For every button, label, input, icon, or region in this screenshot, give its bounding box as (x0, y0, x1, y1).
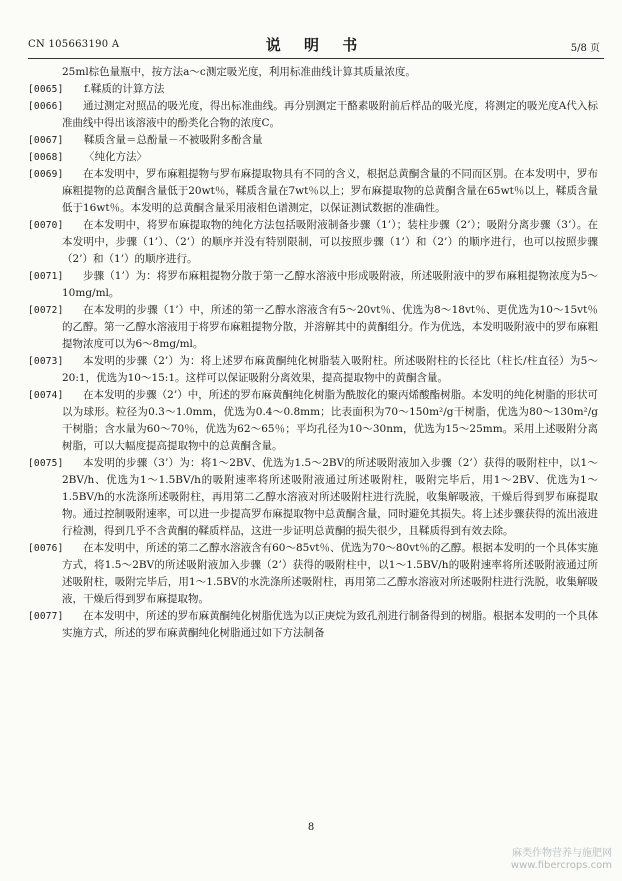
paragraph-number: [0071] (28, 271, 64, 282)
paragraph-number: [0067] (28, 135, 64, 146)
watermark-url: www.fibercrops.com (510, 860, 612, 871)
document-title: 说 明 书 (265, 36, 367, 54)
paragraph-text: 在本发明的步骤（1’）中，所述的第一乙醇水溶液含有5～20vt％、优选为8～18vt％、更优选为10～15vt％的乙醇。第一乙醇水溶液用于将罗布麻粗提物分散，并溶解其中的黄酮组分。作为优选，本发明吸附液中的罗布麻粗提物浓度可以为6～8mg/ml。 (62, 304, 598, 350)
paragraph-text: 在本发明中，将罗布麻提取物的纯化方法包括吸附液制备步骤（1’）；装柱步骤（2’）；吸附分离步骤（3’）。在本发明中，步骤（1’）、（2’）的顺序并没有特别限制，可以按照步骤（1’）和（2’）的顺序进行，也可以按照步骤（2’）和（1’）的顺序进行。 (62, 219, 598, 265)
paragraph-text: 通过测定对照品的吸光度，得出标准曲线。再分别测定干酪素吸附前后样品的吸光度，将测定的吸光度A代入标准曲线中得出该溶液中的酚类化合物的浓度C。 (62, 100, 598, 129)
paragraph-text: 〈纯化方法〉 (84, 151, 148, 163)
page-number: 8 (307, 822, 315, 833)
header-rule (28, 58, 604, 59)
paragraph-number: [0069] (28, 169, 64, 180)
paragraph (28, 132, 598, 149)
paragraph-number: [0065] (28, 84, 64, 95)
paragraph (28, 455, 598, 540)
paragraph (28, 302, 598, 353)
continuation-line: 25ml棕色量瓶中，按方法a～c测定吸光度，利用标准曲线计算其质量浓度。 (62, 66, 416, 78)
paragraph-number: [0070] (28, 220, 64, 231)
page-indicator: 5/8 页 (570, 43, 600, 54)
paragraph (28, 149, 598, 166)
page-header (28, 36, 604, 56)
paragraph-text: 步骤（1’）为：将罗布麻粗提物分散于第一乙醇水溶液中形成吸附液，所述吸附液中的罗布麻粗提物浓度为5～10mg/ml。 (62, 270, 598, 299)
paragraph (28, 81, 598, 98)
paragraph (28, 353, 598, 387)
paragraph (28, 268, 598, 302)
paragraph-number: [0073] (28, 356, 64, 367)
paragraph-text: 本发明的步骤（3’）为：将1～2BV、优选为1.5～2BV的所述吸附液加入步骤（2’）获得的吸附柱中，以1～2BV/h、优选为1～1.5BV/h的吸附速率将所述吸附液通过所述吸附柱，吸附完毕后，用1～2BV、优选为1～1.5BV/h的水洗涤所述吸附柱，再用第二乙醇水溶液对所述吸附柱进行洗脱，收集解吸液，干燥后得到罗布麻提取物。通过控制吸附速率，可以进一步提高罗布麻提取物中总黄酮含量，同时避免其损失。将上述步骤获得的流出液进行检测，得到几乎不含黄酮的鞣质样品，这进一步证明总黄酮的损失很少，且鞣质得到有效去除。 (62, 457, 598, 537)
paragraph (28, 166, 598, 217)
paragraph-text: 鞣质含量＝总酚量－不被吸附多酚含量 (84, 134, 263, 146)
watermark (511, 848, 612, 872)
paragraph-text: 在本发明中，罗布麻粗提物与罗布麻提取物具有不同的含义，根据总黄酮含量的不同而区别。在本发明中，罗布麻粗提物的总黄酮含量低于20wt％，鞣质含量在7wt％以上；罗布麻提取物的总黄酮含量在65wt％以上，鞣质含量低于16wt％。本发明的总黄酮含量采用液相色谱测定，以保证测试数据的准确性。 (62, 168, 598, 214)
paragraph-number: [0072] (28, 305, 64, 316)
paragraph-number: [0075] (28, 458, 64, 469)
paragraph-text: f.鞣质的计算方法 (84, 83, 165, 95)
paragraph-number: [0074] (28, 390, 64, 401)
paragraph-text: 在本发明中，所述的第二乙醇水溶液含有60～85vt％、优选为70～80vt％的乙醇。根据本发明的一个具体实施方式，将1.5～2BV的所述吸附液加入步骤（2’）获得的吸附柱中，以1～1.5BV/h的吸附速率将所述吸附液通过所述吸附柱，吸附完毕后，用1～1.5BV的水洗涤所述吸附柱，再用第二乙醇水溶液对所述吸附柱进行洗脱，收集解吸液，干燥后得到罗布麻提取物。 (62, 542, 598, 605)
paragraph (28, 98, 598, 132)
paragraph-number: [0068] (28, 152, 64, 163)
watermark-site-name: 麻类作物营养与施肥网 (512, 848, 612, 859)
paragraph (28, 387, 598, 455)
document-body (28, 64, 598, 642)
paragraph (28, 217, 598, 268)
paragraph-text: 在本发明中，所述的罗布麻黄酮纯化树脂优选为以正庚烷为致孔剂进行制备得到的树脂。根据本发明的一个具体实施方式，所述的罗布麻黄酮纯化树脂通过如下方法制备 (62, 610, 598, 639)
paragraph-number: [0077] (28, 611, 64, 622)
paragraph-text: 在本发明的步骤（2’）中，所述的罗布麻黄酮纯化树脂为酰胺化的聚丙烯酸酯树脂。本发明的纯化树脂的形状可以为球形。粒径为0.3～1.0mm，优选为0.4～0.8mm；比表面积为70～150m²/g干树脂，优选为80～130m²/g干树脂；含水量为60～70％，优选为62～65％；平均孔径为10～30nm，优选为15～25mm。采用上述吸附分离树脂，可以大幅度提高提取物中的总黄酮含量。 (62, 389, 598, 452)
paragraph-number: [0076] (28, 543, 64, 554)
paragraph-number: [0066] (28, 101, 64, 112)
document-number: CN 105663190 A (28, 39, 120, 50)
paragraph (28, 608, 598, 642)
paragraph-text: 本发明的步骤（2’）为：将上述罗布麻黄酮纯化树脂装入吸附柱。所述吸附柱的长径比（柱长/柱直径）为5～20:1，优选为10～15:1。这样可以保证吸附分离效果，提高提取物中的黄酮含量。 (62, 355, 598, 384)
paragraph (28, 540, 598, 608)
